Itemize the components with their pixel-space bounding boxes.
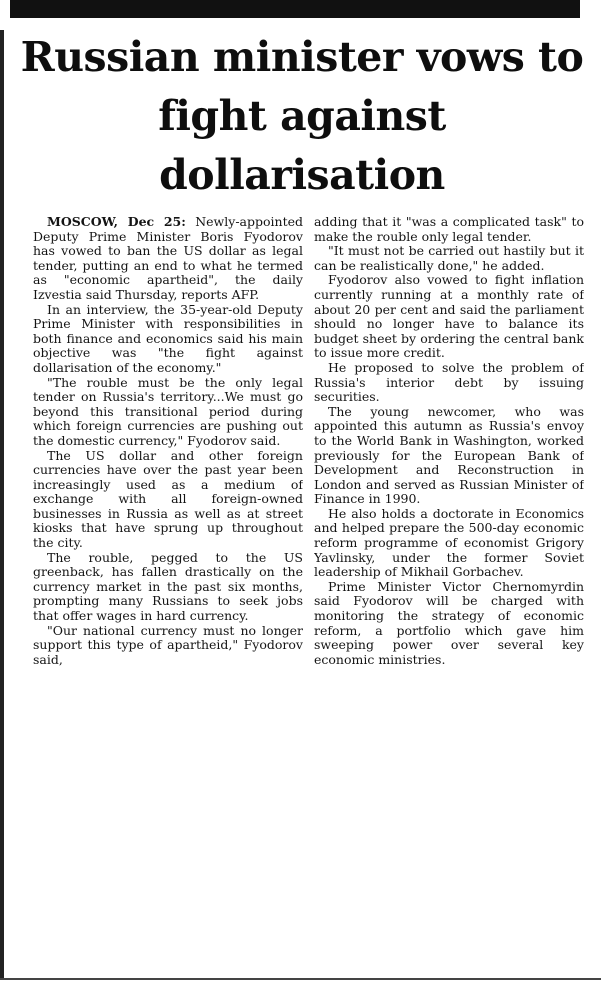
paragraph: Prime Minister Victor Chernomyrdin said Fyodorov will be charged with monitoring the strategy of economic reform, a portfolio which gave him sweeping power over several key economic ministries.: [314, 578, 584, 667]
paragraph-text: Newly-appointed Deputy Prime Minister Boris Fyodorov has vowed to ban the US dollar as legal tender, putting an end to what he termed as "economic apartheid", the daily Izvestia said Thursday, reports AFP.: [33, 215, 303, 302]
paragraph-continued: adding that it "was a complicated task" to make the rouble only legal tender.: [314, 215, 584, 244]
paragraph: "It must not be carried out hastily but it can be realistically done," he added.: [314, 243, 584, 273]
left-rule: [0, 30, 4, 978]
column-left: [33, 215, 303, 975]
bottom-rule: [0, 978, 601, 980]
paragraph: He also holds a doctorate in Economics and helped prepare the 500-day economic reform programme of economist Grigory Yavlinsky, under the former Soviet leadership of Mikhail Gorbachev.: [314, 505, 584, 580]
paragraph: Fyodorov also vowed to fight inflation currently running at a monthly rate of about 20 per cent and said the parliament should no longer have to balance its budget sheet by ordering the central bank to issue more credit.: [314, 272, 584, 361]
dateline: MOSCOW, Dec 25:: [47, 215, 186, 229]
paragraph: The US dollar and other foreign currencies have over the past year been increasingly used as a medium of exchange with all foreign-owned businesses in Russia as well as at street kiosks that have sprung up throughout the city.: [33, 447, 303, 551]
paragraph: "The rouble must be the only legal tender on Russia's territory...We must go beyond this transitional period during which foreign currencies are pushing out the domestic currency," Fyodorov said.: [33, 374, 303, 448]
paragraph: In an interview, the 35-year-old Deputy Prime Minister with responsibilities in both finance and economics said his main objective was "the fight against dollarisation of the economy.": [33, 301, 303, 375]
article-body: [10, 215, 584, 975]
headline: Russian minister vows to fight against dollarisation: [20, 33, 584, 199]
column-right: [314, 215, 584, 975]
top-rule: [10, 0, 580, 18]
paragraph: "Our national currency must no longer support this type of apartheid," Fyodorov said,: [33, 622, 303, 667]
paragraph: The rouble, pegged to the US greenback, has fallen drastically on the currency market in the past six months, prompting many Russians to seek jobs that offer wages in hard currency.: [33, 549, 303, 624]
paragraph: [33, 215, 303, 303]
paragraph: He proposed to solve the problem of Russia's interior debt by issuing securities.: [314, 359, 584, 405]
paragraph: The young newcomer, who was appointed this autumn as Russia's envoy to the World Bank in Washington, worked previously for the European Bank of Development and Reconstruction in London and served as Russian Minister of Finance in 1990.: [314, 403, 584, 507]
